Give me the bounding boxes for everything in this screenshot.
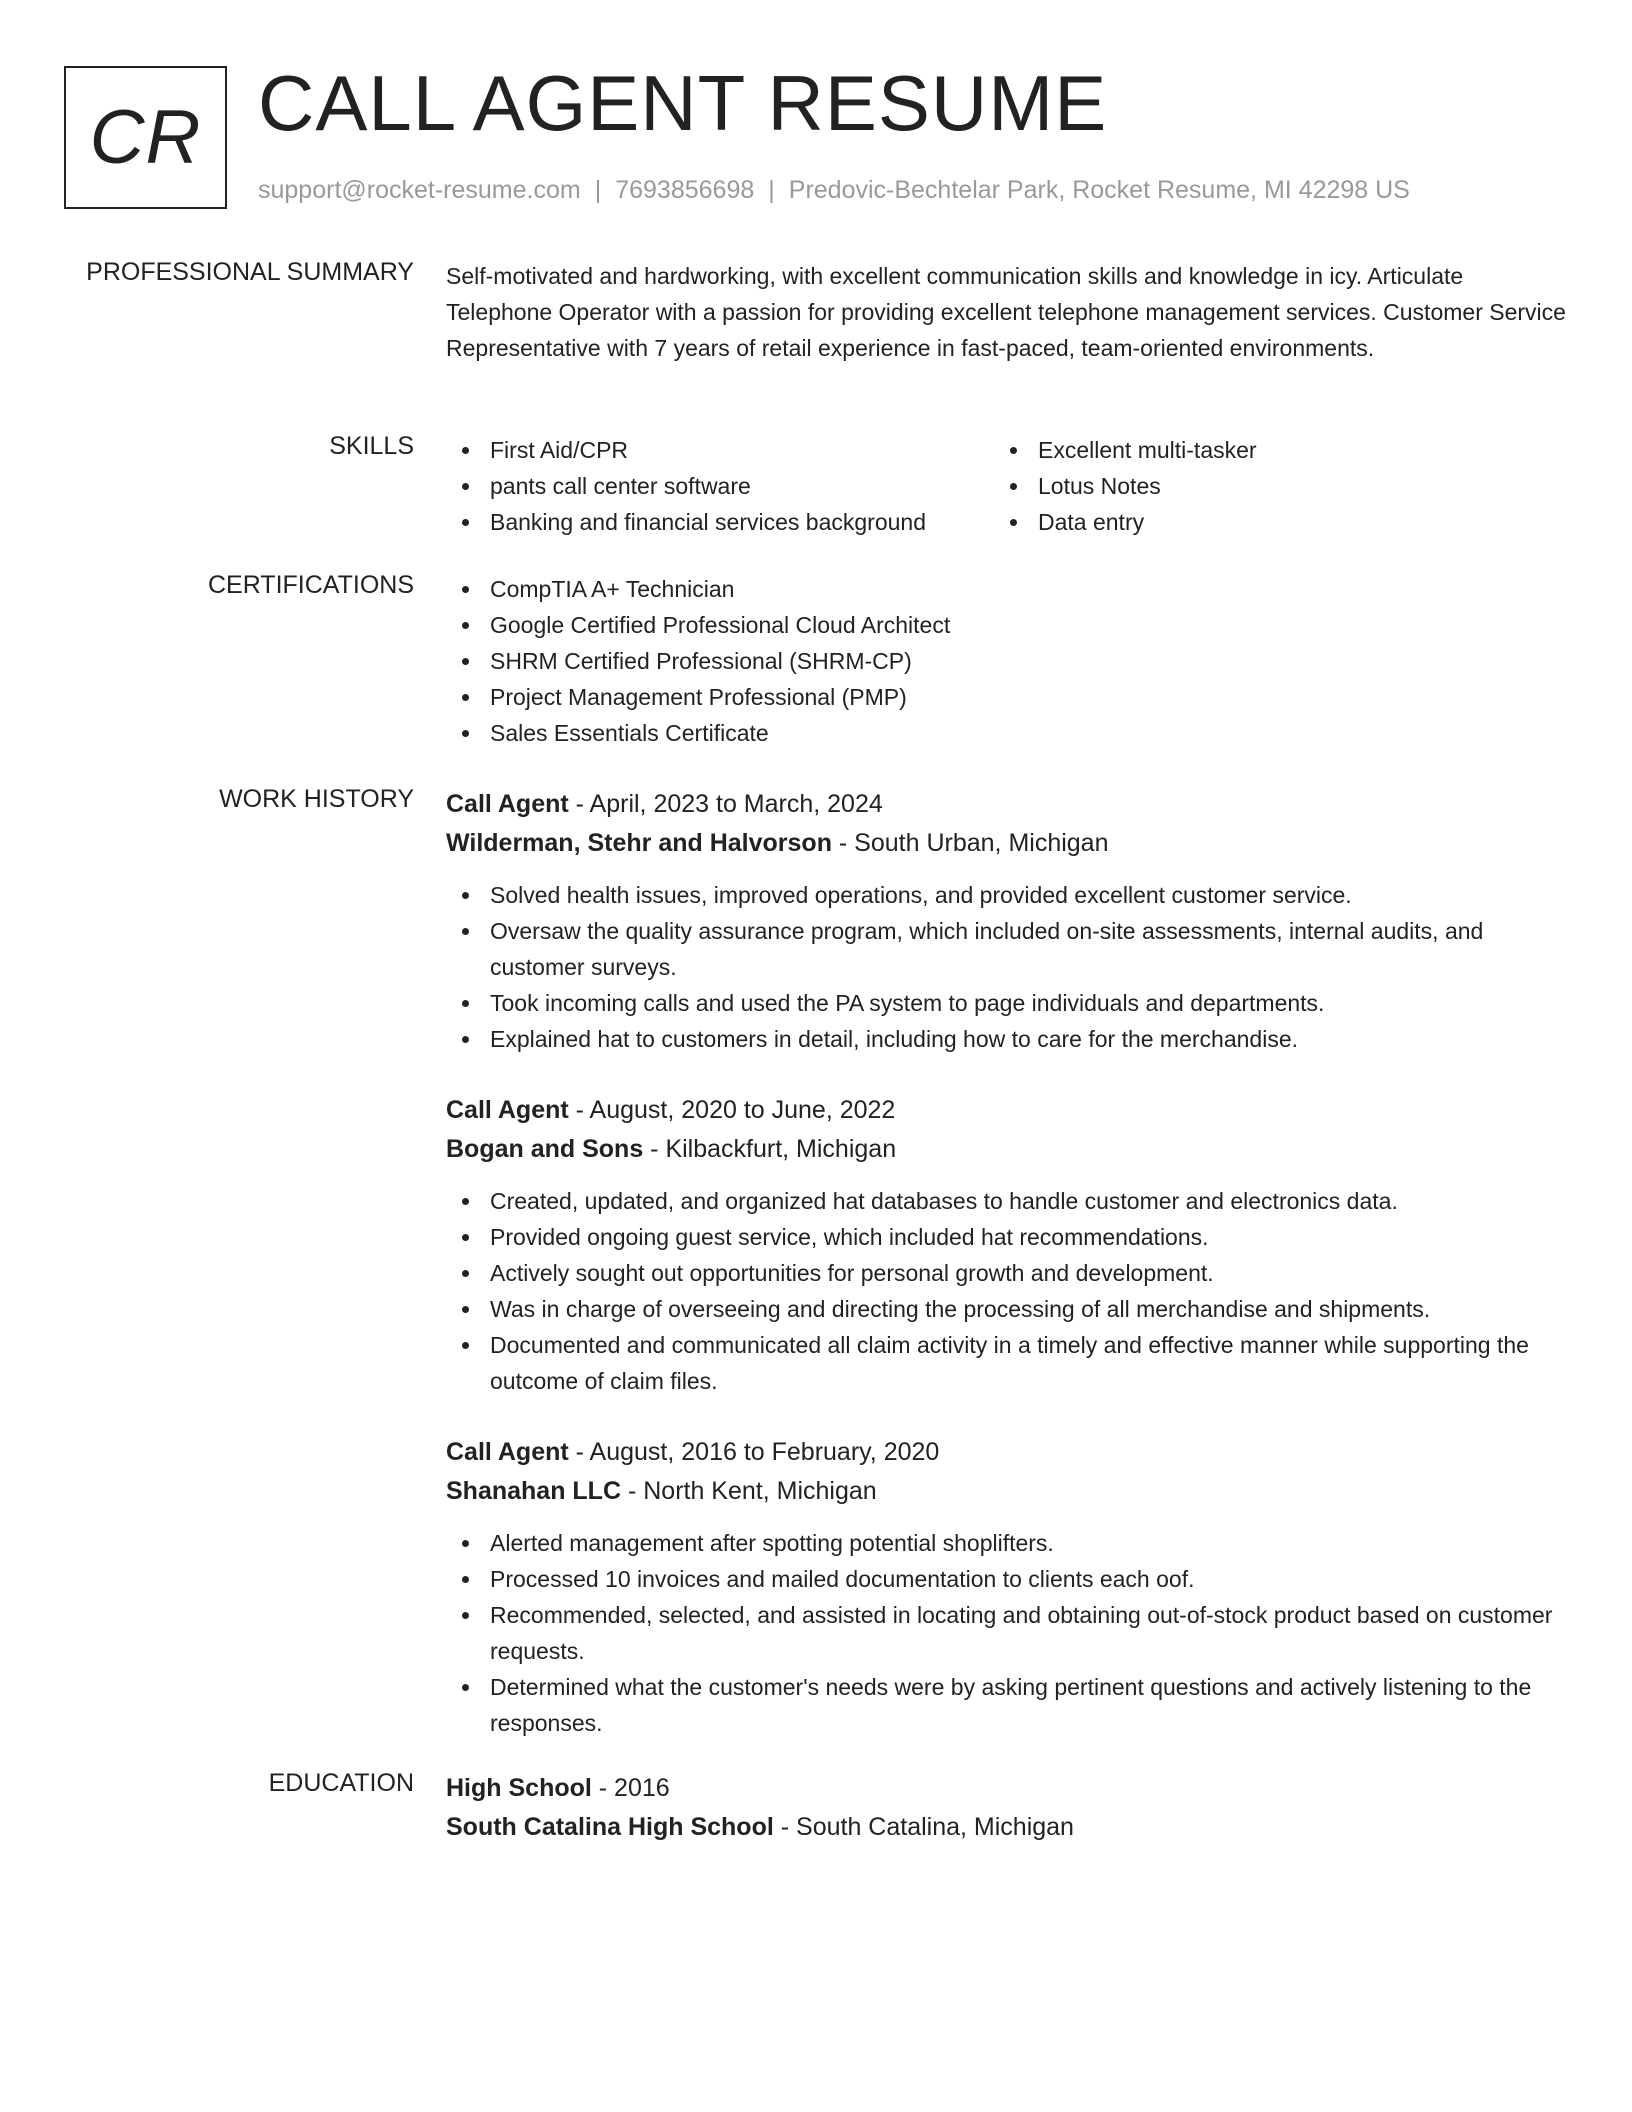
contact-email[interactable]: support@rocket-resume.com xyxy=(258,176,581,204)
job-duty-item: Solved health issues, improved operations, and provided excellent customer service. xyxy=(446,877,1566,913)
education-year: - 2016 xyxy=(591,1774,670,1802)
job-duty-item: Provided ongoing guest service, which included hat recommendations. xyxy=(446,1219,1566,1255)
contact-phone[interactable]: 7693856698 xyxy=(615,176,755,204)
job-entry xyxy=(446,1433,1566,1741)
job-title: Call Agent xyxy=(446,1438,569,1466)
skill-item: pants call center software xyxy=(446,468,994,504)
education-school-line xyxy=(446,1808,1566,1847)
section-heading: EDUCATION xyxy=(268,1769,414,1797)
job-duties xyxy=(446,1525,1566,1741)
job-duties xyxy=(446,1183,1566,1399)
job-duty-item: Documented and communicated all claim activity in a timely and effective manner while supporting the outcome of claim files. xyxy=(446,1327,1566,1399)
skills-list xyxy=(446,432,1566,540)
skill-item: Excellent multi-tasker xyxy=(994,432,1257,468)
job-location: - South Urban, Michigan xyxy=(831,829,1109,857)
contact-separator: | xyxy=(594,176,602,204)
section-heading: CERTIFICATIONS xyxy=(207,571,414,599)
job-company-line xyxy=(446,1472,1566,1511)
certification-item: Google Certified Professional Cloud Architect xyxy=(446,607,1566,643)
job-duty-item: Alerted management after spotting potential shoplifters. xyxy=(446,1525,1566,1561)
skills-column-right xyxy=(994,432,1257,540)
job-duty-item: Oversaw the quality assurance program, which included on-site assessments, internal audits, and customer surveys. xyxy=(446,913,1566,985)
job-title-line xyxy=(446,785,1566,824)
job-dates: - August, 2016 to February, 2020 xyxy=(568,1438,940,1466)
job-duty-item: Actively sought out opportunities for personal growth and development. xyxy=(446,1255,1566,1291)
certifications-body xyxy=(446,571,1566,751)
skill-item: Banking and financial services background xyxy=(446,504,994,540)
section-heading: WORK HISTORY xyxy=(219,785,414,813)
monogram-logo xyxy=(64,66,227,209)
job-title-line xyxy=(446,1091,1566,1130)
job-dates: - August, 2020 to June, 2022 xyxy=(568,1096,896,1124)
certification-item: CompTIA A+ Technician xyxy=(446,571,1566,607)
contact-separator: | xyxy=(768,176,775,204)
skills-column-left xyxy=(446,432,994,540)
job-title: Call Agent xyxy=(446,1096,569,1124)
job-dates: - April, 2023 to March, 2024 xyxy=(568,790,883,818)
job-company: Bogan and Sons xyxy=(446,1135,644,1163)
education-degree-line xyxy=(446,1769,1566,1808)
skill-item: Lotus Notes xyxy=(994,468,1257,504)
skill-item: First Aid/CPR xyxy=(446,432,994,468)
job-duties xyxy=(446,877,1566,1057)
education-degree: High School xyxy=(446,1774,592,1802)
job-company-line xyxy=(446,824,1566,863)
contact-line xyxy=(258,176,1410,205)
job-company-line xyxy=(446,1130,1566,1169)
job-duty-item: Created, updated, and organized hat databases to handle customer and electronics data. xyxy=(446,1183,1566,1219)
job-entry xyxy=(446,1091,1566,1399)
skill-item: Data entry xyxy=(994,504,1257,540)
job-duty-item: Determined what the customer's needs were by asking pertinent questions and actively listening to the responses. xyxy=(446,1669,1566,1741)
certification-item: Sales Essentials Certificate xyxy=(446,715,1566,751)
certifications-list xyxy=(446,571,1566,751)
job-location: - Kilbackfurt, Michigan xyxy=(643,1135,897,1163)
contact-address: Predovic-Bechtelar Park, Rocket Resume, MI 42298 US xyxy=(788,176,1410,204)
monogram-initials: CR xyxy=(89,95,202,180)
job-duty-item: Explained hat to customers in detail, including how to care for the merchandise. xyxy=(446,1021,1566,1057)
job-title-line xyxy=(446,1433,1566,1472)
work-history-body xyxy=(446,785,1566,1741)
job-duty-item: Was in charge of overseeing and directing the processing of all merchandise and shipments. xyxy=(446,1291,1566,1327)
job-duty-item: Recommended, selected, and assisted in locating and obtaining out-of-stock product based on customer requests. xyxy=(446,1597,1566,1669)
resume-title: CALL AGENT RESUME xyxy=(258,59,1108,147)
section-heading: SKILLS xyxy=(329,432,414,460)
job-company: Shanahan LLC xyxy=(446,1477,622,1505)
summary-text: Self-motivated and hardworking, with excellent communication skills and knowledge in icy. Articulate Telephone Operator with a passion for providing excellent telephone management services. Customer Service Representative with 7 years of retail experience in fast-paced, team-oriented environments. xyxy=(446,263,1566,361)
certification-item: Project Management Professional (PMP) xyxy=(446,679,1566,715)
job-duty-item: Processed 10 invoices and mailed documentation to clients each oof. xyxy=(446,1561,1566,1597)
education-location: - South Catalina, Michigan xyxy=(773,1813,1074,1841)
certification-item: SHRM Certified Professional (SHRM-CP) xyxy=(446,643,1566,679)
job-location: - North Kent, Michigan xyxy=(621,1477,877,1505)
job-duty-item: Took incoming calls and used the PA system to page individuals and departments. xyxy=(446,985,1566,1021)
job-title: Call Agent xyxy=(446,790,569,818)
education-school: South Catalina High School xyxy=(446,1813,774,1841)
job-entry xyxy=(446,785,1566,1057)
education-body xyxy=(446,1769,1566,1847)
section-heading: PROFESSIONAL SUMMARY xyxy=(86,258,414,286)
job-company: Wilderman, Stehr and Halvorson xyxy=(446,829,832,857)
